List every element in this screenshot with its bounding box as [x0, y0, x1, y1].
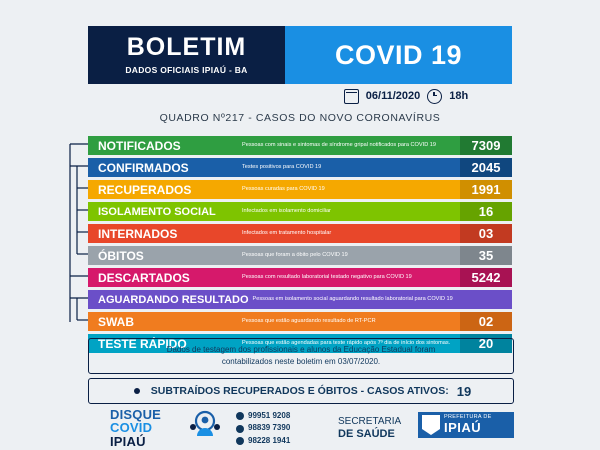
disque-covid-logo	[110, 408, 161, 448]
list-item[interactable]	[236, 435, 290, 447]
phone-list	[236, 410, 290, 447]
clock-icon	[427, 89, 442, 104]
board-subtitle: QUADRO Nº217 - CASOS DO NOVO CORONAVÍRUS	[159, 112, 441, 124]
row-description: Pessoas em isolamento social aguardando resultado laboratorial para COVID 19	[252, 296, 453, 302]
row-description: Pessoas curadas para COVID 19	[242, 186, 325, 192]
table-row	[88, 246, 512, 265]
row-value: 03	[460, 224, 512, 243]
row-value: 16	[460, 202, 512, 221]
table-row	[88, 158, 512, 177]
header-right	[285, 26, 512, 84]
disque-line-2: COVID	[110, 420, 153, 436]
prefeitura-small-label: PREFEITURA DE	[444, 414, 492, 421]
calendar-icon	[344, 89, 359, 104]
disque-line-1: DISQUE	[110, 407, 162, 422]
phone-number: 98228 1941	[248, 435, 291, 445]
table-row	[88, 136, 512, 155]
header-notch	[271, 26, 285, 84]
active-cases-box	[88, 378, 514, 404]
row-description: Pessoas que foram a óbito pelo COVID 19	[242, 252, 348, 258]
footer	[88, 406, 512, 449]
row-label: AGUARDANDO RESULTADO	[98, 293, 249, 306]
note-line-2: contabilizados neste boletim em 03/07/2020.	[221, 357, 381, 366]
list-item[interactable]	[236, 410, 290, 422]
table-row	[88, 290, 512, 309]
row-label: INTERNADOS	[98, 226, 178, 241]
row-label: ÓBITOS	[98, 248, 144, 263]
whatsapp-icon	[236, 437, 244, 445]
city-crest-icon	[422, 415, 440, 435]
row-description: Pessoas que estão agendadas para teste rápido após 7º dia de início dos sintomas.	[242, 340, 451, 346]
row-value: 20	[460, 334, 512, 353]
bulletin-date: 06/11/2020	[365, 90, 421, 102]
row-label: DESCARTADOS	[98, 270, 190, 285]
row-value: 1991	[460, 180, 512, 199]
phone-people-icon	[188, 410, 222, 440]
page-title: BOLETIM	[126, 33, 247, 61]
row-label: TESTE RÁPIDO	[98, 336, 187, 351]
row-value	[460, 290, 512, 309]
row-description: Pessoas com resultado laboratorial testado negativo para COVID 19	[242, 274, 412, 280]
bulletin-time: 18h	[449, 90, 469, 102]
secretaria-saude-logo	[338, 416, 401, 440]
secretaria-line-1: SECRETARIA	[338, 416, 402, 427]
row-description: Pessoas que estão aguardando resultado de RT-PCR	[242, 318, 376, 324]
whatsapp-icon	[236, 425, 244, 433]
table-row	[88, 312, 512, 331]
header-covid-label: COVID 19	[334, 39, 463, 70]
bracket-connectors	[60, 136, 90, 346]
note-box	[88, 338, 514, 374]
sun-icon	[131, 385, 143, 397]
table-row	[88, 224, 512, 243]
phone-number: 99951 9208	[248, 411, 291, 420]
active-cases-value: 19	[456, 383, 472, 399]
prefeitura-logo	[418, 412, 514, 438]
row-value: 35	[460, 246, 512, 265]
statistics-list	[88, 136, 512, 356]
table-row	[88, 268, 512, 287]
row-label: NOTIFICADOS	[98, 138, 181, 153]
row-description: Infectados em tratamento hospitalar	[242, 230, 332, 236]
row-label: CONFIRMADOS	[98, 160, 189, 175]
list-item[interactable]	[236, 422, 290, 434]
prefeitura-name: IPIAÚ	[444, 420, 482, 436]
row-value: 7309	[460, 136, 512, 155]
row-description: Infectados em isolamento domiciliar	[242, 208, 331, 214]
row-label: RECUPERADOS	[98, 182, 192, 197]
phone-number: 98839 7390	[248, 423, 291, 433]
table-row	[88, 202, 512, 221]
row-description: Testes positivos para COVID 19	[242, 164, 322, 170]
row-label: ISOLAMENTO SOCIAL	[98, 205, 216, 218]
row-label: SWAB	[98, 314, 134, 329]
row-value: 02	[460, 312, 512, 331]
date-time-bar	[300, 86, 512, 106]
whatsapp-icon	[236, 412, 244, 420]
active-cases-label: SUBTRAÍDOS RECUPERADOS E ÓBITOS - CASOS ATIVOS:	[150, 385, 449, 397]
secretaria-line-2: DE SAÚDE	[338, 427, 395, 440]
row-description: Pessoas com sinais e sintomas de síndrome gripal notificados para COVID 19	[242, 142, 437, 148]
row-value: 2045	[460, 158, 512, 177]
row-value: 5242	[460, 268, 512, 287]
header-banner	[88, 26, 512, 84]
header-subtitle: DADOS OFICIAIS IPIAÚ - BA	[125, 65, 248, 75]
header-left	[88, 26, 285, 84]
disque-line-3: IPIAÚ	[110, 433, 146, 449]
table-row	[88, 180, 512, 199]
note-line-1: Dados de testagem dos profissionais e alunos da Educação Estadual foram	[166, 345, 436, 355]
